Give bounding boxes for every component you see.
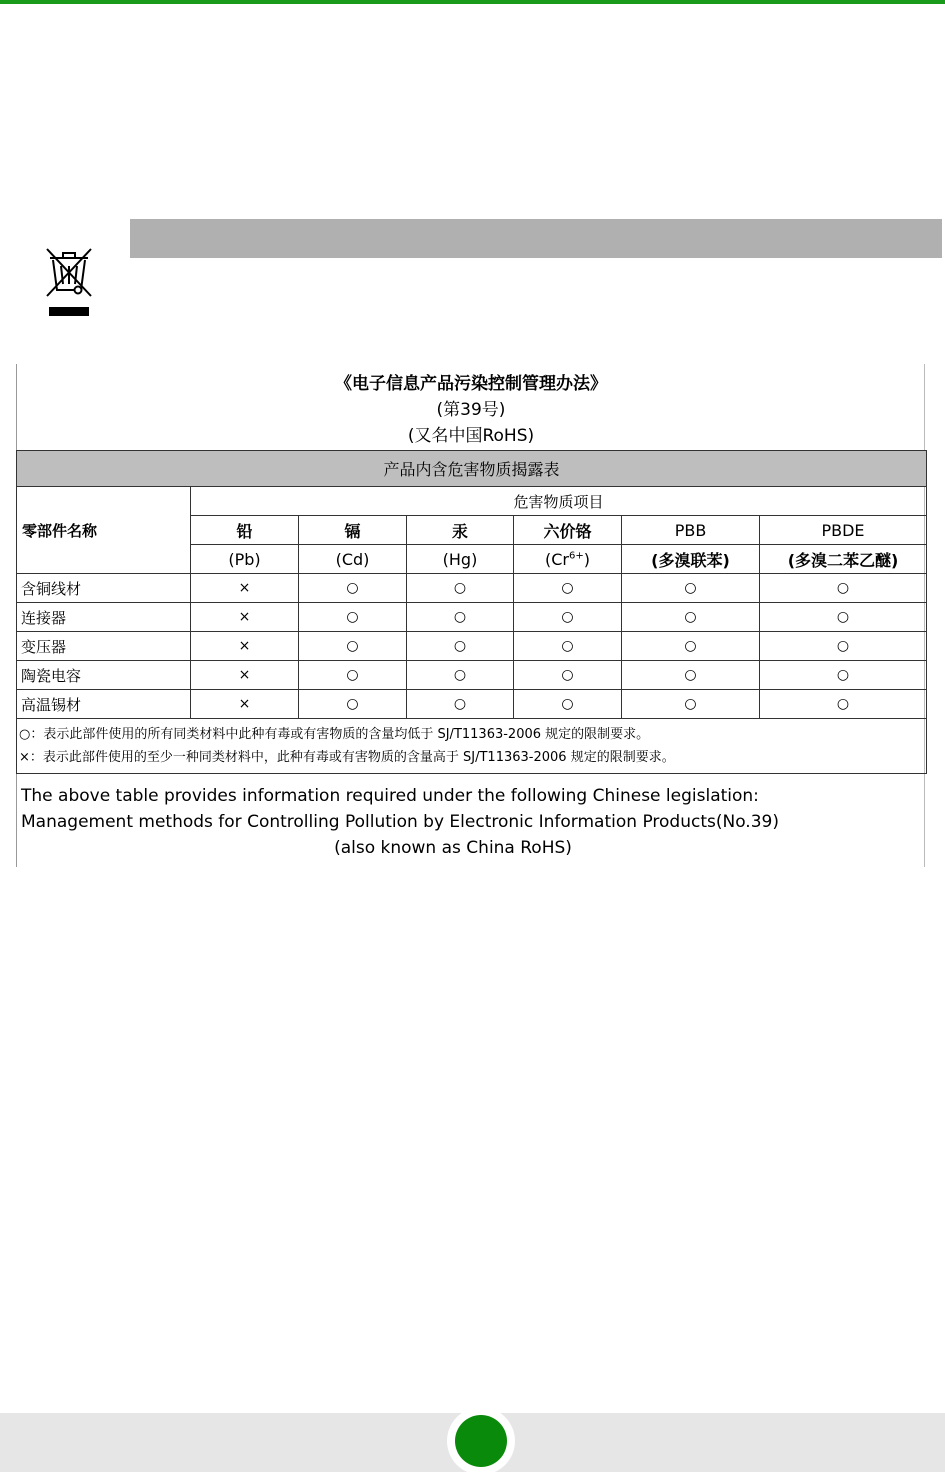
cell-value: ○ [760, 661, 927, 690]
symbol-base: (Cr [545, 549, 569, 569]
cell-value: ○ [622, 574, 760, 603]
cell-value: × [191, 661, 299, 690]
section-banner [130, 219, 942, 258]
page-marker-dot [455, 1415, 507, 1467]
substance-symbol: (Cd) [299, 545, 407, 574]
cell-value: ○ [622, 603, 760, 632]
table-row [17, 690, 927, 719]
cell-value: × [191, 632, 299, 661]
cell-value: ○ [299, 603, 407, 632]
cell-value: ○ [514, 661, 622, 690]
cell-value: ○ [407, 603, 514, 632]
cell-value: ○ [407, 632, 514, 661]
table-row [17, 574, 927, 603]
substance-name: PBB [622, 516, 760, 545]
substance-symbol: (Hg) [407, 545, 514, 574]
substance-name: 六价铬 [514, 516, 622, 545]
law-title: 《电子信息产品污染控制管理办法》 [335, 374, 607, 394]
cell-value: ○ [514, 574, 622, 603]
table-row [17, 632, 927, 661]
cell-value: ○ [407, 690, 514, 719]
english-line-1: The above table provides information required under the following Chinese legislation: [21, 786, 759, 806]
symbol-superscript: 6+ [569, 550, 584, 562]
cell-value: ○ [760, 574, 927, 603]
cell-value: ○ [407, 574, 514, 603]
symbol-end: ) [583, 549, 590, 569]
table-notes [17, 719, 927, 774]
cell-value: ○ [622, 690, 760, 719]
english-line-2: Management methods for Controlling Pollution by Electronic Information Products(No.39) [21, 812, 779, 832]
substance-symbol: (多溴联苯) [622, 545, 760, 574]
cell-value: ○ [407, 661, 514, 690]
substance-name: PBDE [760, 516, 927, 545]
substance-name: 汞 [407, 516, 514, 545]
cell-value: ○ [299, 574, 407, 603]
cell-value: ○ [514, 632, 622, 661]
cell-value: ○ [760, 632, 927, 661]
law-alias: (又名中国RoHS) [407, 426, 535, 446]
substance-symbol: (多溴二苯乙醚) [760, 545, 927, 574]
substance-name: 铅 [191, 516, 299, 545]
substance-symbol [514, 545, 622, 574]
law-number: (第39号) [436, 400, 506, 420]
english-line-3: (also known as China RoHS) [334, 838, 572, 858]
note-noncompliant: ×：表示此部件使用的至少一种同类材料中，此种有毒或有害物质的含量高于 SJ/T11363-2006 规定的限制要求。 [19, 750, 675, 765]
cell-value: × [191, 690, 299, 719]
cell-value: × [191, 603, 299, 632]
hazard-group-header: 危害物质项目 [191, 487, 927, 516]
crossed-out-wheelie-bin-icon [44, 246, 94, 320]
part-name: 变压器 [17, 632, 191, 661]
part-name-header: 零部件名称 [17, 487, 191, 574]
cell-value: ○ [622, 661, 760, 690]
cell-value: ○ [622, 632, 760, 661]
cell-value: ○ [514, 690, 622, 719]
cell-value: ○ [514, 603, 622, 632]
cell-value: ○ [299, 632, 407, 661]
cell-value: ○ [299, 690, 407, 719]
part-name: 连接器 [17, 603, 191, 632]
cell-value: ○ [299, 661, 407, 690]
table-row [17, 661, 927, 690]
cell-value: ○ [760, 690, 927, 719]
substance-name: 镉 [299, 516, 407, 545]
part-name: 高温锡材 [17, 690, 191, 719]
note-compliant: ○：表示此部件使用的所有同类材料中此种有毒或有害物质的含量均低于 SJ/T11363-2006 规定的限制要求。 [19, 727, 650, 742]
substance-symbol: (Pb) [191, 545, 299, 574]
table-row [17, 603, 927, 632]
part-name: 陶瓷电容 [17, 661, 191, 690]
hazardous-substance-table [16, 450, 927, 774]
table-caption: 产品内含危害物质揭露表 [17, 451, 927, 487]
cell-value: × [191, 574, 299, 603]
part-name: 含铜线材 [17, 574, 191, 603]
cell-value: ○ [760, 603, 927, 632]
top-accent-rule [0, 0, 945, 4]
